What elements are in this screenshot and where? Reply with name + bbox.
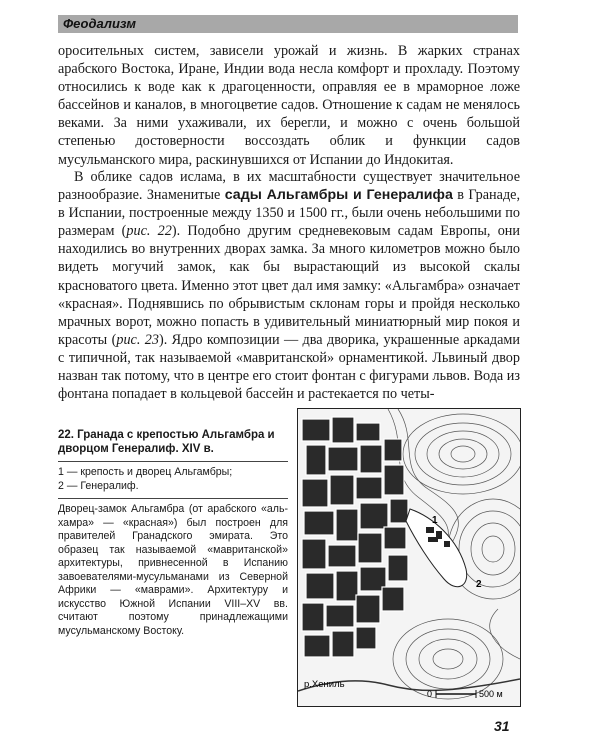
figure-ref-22: рис. 22	[126, 223, 172, 240]
p2-text-a: В облике садов ислама, в их масштабности существует значительное разнообразие. Знаменитые	[58, 169, 520, 204]
scale-zero: 0	[427, 689, 433, 699]
map-drawing	[298, 409, 520, 706]
river-label: р.Хениль	[304, 679, 345, 690]
paragraph-1-text: оросительных систем, зависели урожай и жизнь. В жарких странах арабского Востока, Иране, Индии вода несла комфорт и прохладу. Поэтому относились к воде как к драгоценности, оправляя ее в мраморное ложе бассейнов и каналов, в многоцветие садов. Отношение к садам не менялось веками. За ними ухаживали, их берегли, и можно с очень большой степенью достоверности воссоздать облик и функции садов мусульманского мира, раскинувшихся от Испании до Индокитая.	[58, 43, 520, 168]
city-blocks	[302, 417, 408, 657]
page-number: 31	[494, 718, 510, 734]
paragraph-1	[58, 42, 520, 169]
caption-rule	[58, 461, 288, 462]
caption-rule-2	[58, 498, 288, 499]
figure-ref-23: рис. 23	[116, 331, 159, 348]
paragraph-2	[58, 168, 520, 403]
caption-description: Дворец-замок Альгамбра (от арабского «аль-хамра» — «красная») был построен для правителей Гранадского эмирата. Это образец так называемой «мавританской» архитектуры, привнесенной в Испанию завоевателями-мусульманами из Северной Африки — «маврами». Архитектуру и искусство Южной Испании VIII–XV вв. считают поэтому принадлежащими мусульманскому Востоку.	[58, 503, 288, 637]
section-title: Феодализм	[63, 16, 137, 31]
granada-map	[297, 408, 521, 707]
caption-legend-2: 2 — Генералиф.	[58, 479, 139, 492]
caption-legend-1: 1 — крепость и дворец Альгамбры;	[58, 466, 233, 478]
p2-text-b: в Гранаде, в Испании, построенные между 1350 и 1500 гг., были очень небольшими по размерам (	[58, 187, 521, 240]
map-marker-2: 2	[476, 579, 482, 590]
scale-label: 500 м	[479, 689, 503, 699]
p2-text-d: ). Ядро композиции — два дворика, украшенные аркадами с типичной, так называемой «мавританской» орнаментикой. Львиный двор назван так потому, что в центре его стоит фонтан с фигурами львов. Вода из фонтана попадает в кольцевой бассейн и растекается по четы-	[58, 331, 520, 403]
caption-title: 22. Гранада с крепостью Альгамбра и дворцом Генералиф. XIV в.	[58, 429, 275, 455]
map-marker-1: 1	[432, 515, 438, 526]
figure-caption	[58, 428, 288, 638]
gardens-bold-phrase: сады Альгамбры и Генералифа	[224, 187, 453, 204]
p2-text-c: ). Подобно другим средневековым садам Европы, они находились во внутренних дворах замка. За много километров можно было видеть могучий замок, как бы вырастающий из высокой скалы красноватого цвета. Именно этот цвет дал имя замку: «Альгамбра» означает «красная». Поднявшись по обрывистым склонам горы и пройдя несколько мрачных ворот, можно попасть в удивительный миниатюрный мир покоя и красоты (	[58, 223, 520, 348]
paragraph-2-text	[58, 168, 520, 403]
